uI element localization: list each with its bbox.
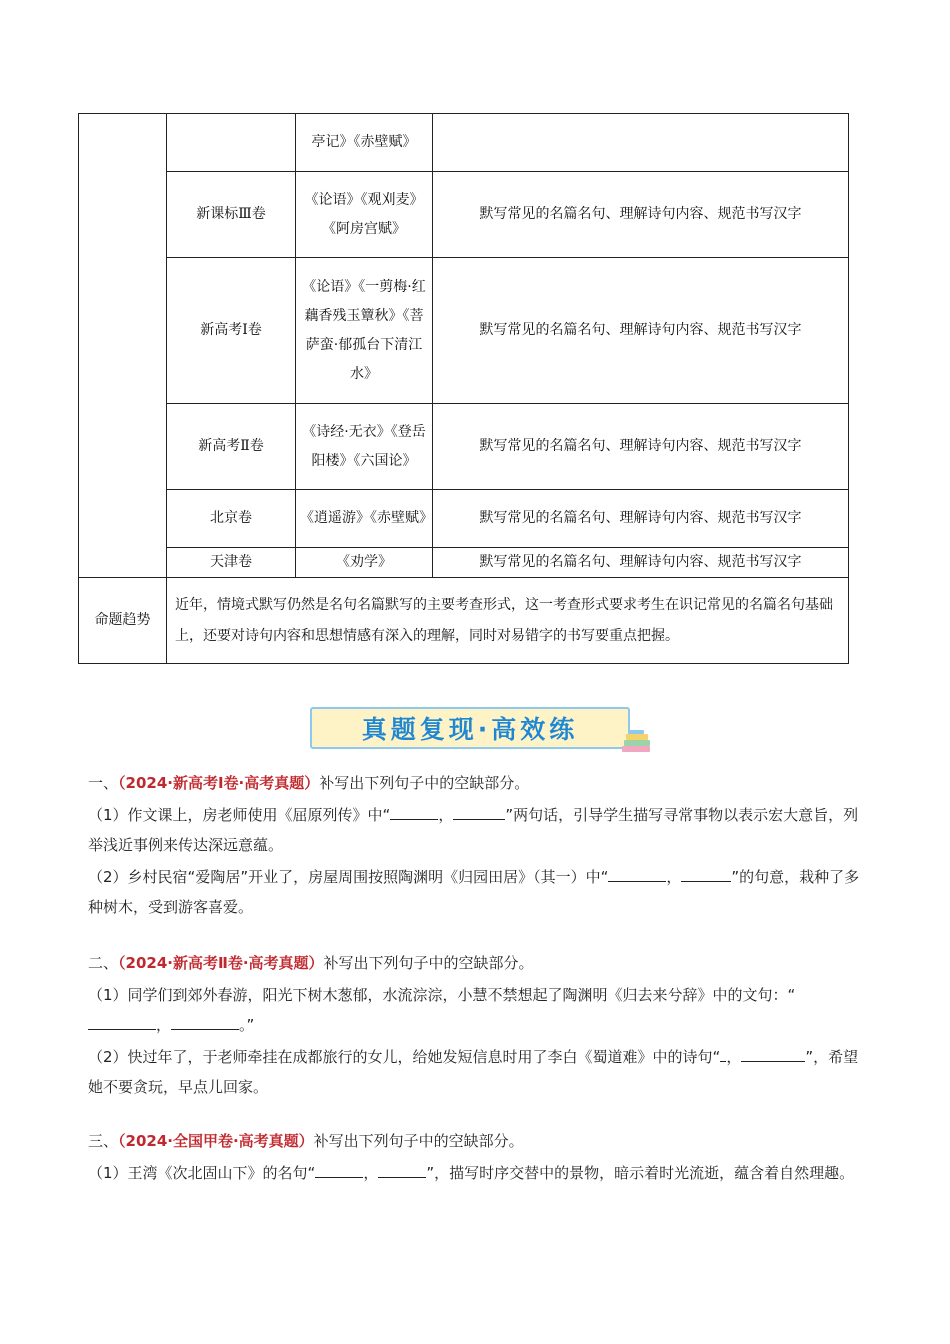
question-source: （2024·新高考Ⅰ卷·高考真题） <box>118 774 320 792</box>
answer-blank[interactable] <box>741 1043 805 1062</box>
requirement-cell: 默写常见的名篇名句、理解诗句内容、规范书写汉字 <box>433 258 849 404</box>
question-instruction: 补写出下列句子中的空缺部分。 <box>319 774 530 792</box>
texts-cell: 《诗经·无衣》《登岳阳楼》《六国论》 <box>296 404 433 490</box>
requirement-cell: 默写常见的名篇名句、理解诗句内容、规范书写汉字 <box>433 548 849 578</box>
question-item <box>88 980 860 1040</box>
item-text: （2）快过年了，于老师牵挂在成都旅行的女儿，给她发短信息时用了李白《蜀道难》中的诗句“ <box>88 1048 721 1066</box>
item-text: ”，描写时序交替中的景物，暗示着时光流逝，蕴含着自然理趣。 <box>426 1164 855 1182</box>
texts-cell: 《论语》《观刈麦》《阿房宫赋》 <box>296 172 433 258</box>
question-source: （2024·新高考Ⅱ卷·高考真题） <box>118 954 324 972</box>
banner-title: 真题复现·高效练 <box>361 715 579 744</box>
texts-cell: 《论语》《一剪梅·红藕香残玉簟秋》《菩萨蛮·郁孤台下清江水》 <box>296 258 433 404</box>
section-banner <box>310 707 630 749</box>
answer-blank[interactable] <box>681 863 731 882</box>
texts-cell: 《劝学》 <box>296 548 433 578</box>
requirement-cell <box>433 114 849 172</box>
question-number: 一、 <box>88 774 119 792</box>
paper-cell: 新高考Ⅰ卷 <box>167 258 296 404</box>
paper-cell: 天津卷 <box>167 548 296 578</box>
books-icon <box>620 730 654 754</box>
item-text: 。” <box>239 1016 255 1034</box>
texts-cell: 亭记》《赤壁赋》 <box>296 114 433 172</box>
question-header <box>88 948 860 978</box>
trend-label: 命题趋势 <box>79 578 167 664</box>
answer-blank[interactable] <box>378 1159 426 1178</box>
paper-cell: 新课标Ⅲ卷 <box>167 172 296 258</box>
item-text: （1）王湾《次北固山下》的名句“ <box>88 1164 316 1182</box>
table-row <box>79 258 849 404</box>
answer-blank[interactable] <box>390 801 438 820</box>
answer-blank[interactable] <box>171 1011 239 1030</box>
trend-text: 近年，情境式默写仍然是名句名篇默写的主要考查形式，这一考查形式要求考生在识记常见的名篇名句基础上，还要对诗句内容和思想情感有深入的理解，同时对易错字的书写要重点把握。 <box>167 578 849 664</box>
question-1 <box>88 768 860 922</box>
separator: ， <box>438 806 454 824</box>
separator: ， <box>363 1164 379 1182</box>
paper-cell: 新高考Ⅱ卷 <box>167 404 296 490</box>
table-row <box>79 114 849 172</box>
question-header <box>88 768 860 798</box>
answer-blank[interactable] <box>608 863 666 882</box>
texts-cell: 《逍遥游》《赤壁赋》 <box>296 490 433 548</box>
question-item <box>88 862 860 922</box>
table-row <box>79 548 849 578</box>
question-number: 三、 <box>88 1132 119 1150</box>
question-instruction: 补写出下列句子中的空缺部分。 <box>323 954 534 972</box>
question-item <box>88 1042 860 1102</box>
item-text: （2）乡村民宿“爱陶居”开业了，房屋周围按照陶渊明《归园田居》（其一）中“ <box>88 868 609 886</box>
requirement-cell: 默写常见的名篇名句、理解诗句内容、规范书写汉字 <box>433 172 849 258</box>
question-item <box>88 800 860 860</box>
table-row <box>79 172 849 258</box>
question-3 <box>88 1126 860 1188</box>
separator: ， <box>156 1016 172 1034</box>
paper-cell <box>167 114 296 172</box>
requirement-cell: 默写常见的名篇名句、理解诗句内容、规范书写汉字 <box>433 490 849 548</box>
question-source: （2024·全国甲卷·高考真题） <box>118 1132 314 1150</box>
answer-blank[interactable] <box>315 1159 363 1178</box>
table-row <box>79 490 849 548</box>
question-item <box>88 1158 860 1188</box>
question-2 <box>88 948 860 1102</box>
paper-cell: 北京卷 <box>167 490 296 548</box>
trend-row <box>79 578 849 664</box>
separator: ， <box>666 868 682 886</box>
question-instruction: 补写出下列句子中的空缺部分。 <box>313 1132 524 1150</box>
item-text: ”的句意，栽种了多种树木，受到游客喜爱。 <box>88 868 860 916</box>
item-text: （1）作文课上，房老师使用《屈原列传》中“ <box>88 806 391 824</box>
item-text: ”，希望她不要贪玩，早点儿回家。 <box>88 1048 859 1096</box>
question-number: 二、 <box>88 954 119 972</box>
answer-blank[interactable] <box>88 1011 156 1030</box>
requirement-cell: 默写常见的名篇名句、理解诗句内容、规范书写汉字 <box>433 404 849 490</box>
category-cell <box>79 114 167 578</box>
item-text: （1）同学们到郊外春游，阳光下树木葱郁，水流淙淙，小慧不禁想起了陶渊明《归去来兮辞》中的文句：“ <box>88 986 796 1004</box>
exam-analysis-table <box>78 113 849 664</box>
item-text: ”两句话，引导学生描写寻常事物以表示宏大意旨，列举浅近事例来传达深远意蕴。 <box>88 806 859 854</box>
question-header <box>88 1126 860 1156</box>
answer-blank[interactable] <box>453 801 505 820</box>
table-row <box>79 404 849 490</box>
separator: ， <box>726 1048 742 1066</box>
